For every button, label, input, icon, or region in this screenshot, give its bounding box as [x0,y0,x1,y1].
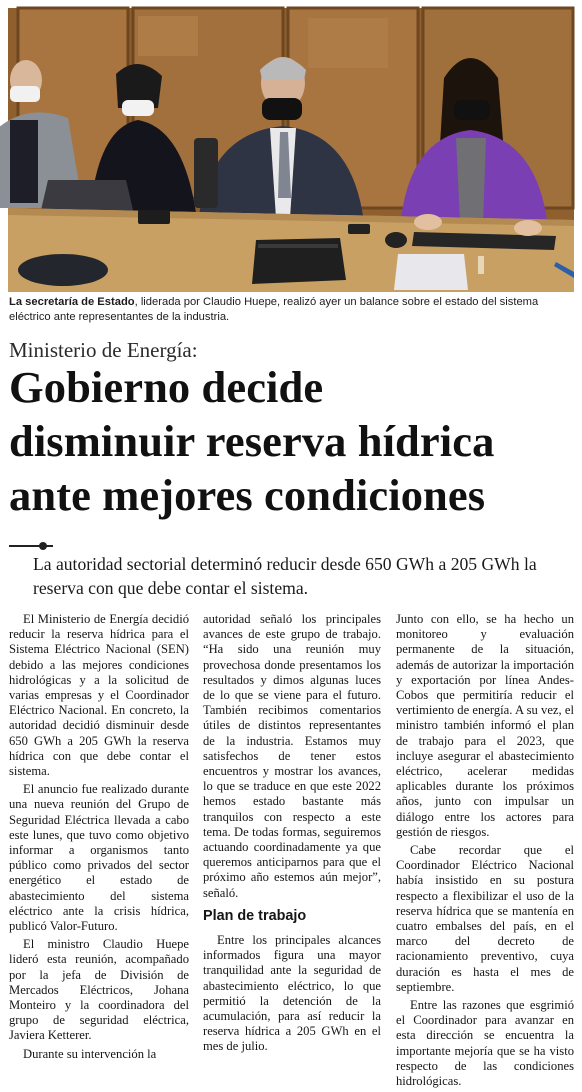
headline [9,360,575,522]
paragraph: Entre los principales alcances informados figura una mayor tranquilidad ante la seguridad de abastecimiento eléctrico, lo que permitió la detención de la acumulación, para así reducir la reserva hídrica a 205 GWh en el mes de julio. [203,933,381,1054]
section-kicker: Ministerio de Energía: [9,338,198,362]
headline-line-2: disminuir reserva hídrica [9,416,495,466]
paragraph: Junto con ello, se ha hecho un monitoreo y evaluación permanente de la situación, además de autorizar la importación y exportación por línea Andes-Cobos que permitiría reducir el vertimiento de energía. A su vez, el ministro también informó el plan de trabajo para el 2023, que incluye asegurar el abastecimiento eléctrico, acelerar medidas aplicables durante los próximos años, junto con impulsar un diálogo entre los actores para gestión de riesgos. [396,612,574,839]
paragraph: Cabe recordar que el Coordinador Eléctrico Nacional había insistido en su postura respecto a flexibilizar el uso de la reserva hídrica que se mantenía en cuatro embalses del país, en el marco del decreto de racionamiento preventivo, cuya duración es hasta el mes de septiembre. [396,843,574,994]
lead-paragraph: La autoridad sectorial determinó reducir desde 650 GWh a 205 GWh la reserva con que debe contar el sistema. [33,554,537,598]
headline-line-1: Gobierno decide [9,362,324,412]
paragraph: Durante su intervención la [23,1046,157,1061]
paragraph: El anuncio fue realizado durante una nueva reunión del Grupo de Seguridad Eléctrica llevada a cabo este lunes, que tuvo como objetivo informar a organismos tanto público como privados del sector energético el estado de abastecimiento del sistema eléctrico ante la crisis hídrica, publicó Valor-Futuro. [9,782,189,934]
caption-text: , liderada por Claudio Huepe, realizó ayer un balance sobre el estado del sistema eléctrico ante representantes de la industria. [9,296,539,323]
article-column-2 [203,612,381,1058]
subheading: Plan de trabajo [203,907,307,924]
paragraph: Entre las razones que esgrimió el Coordinador para avanzar en esta dirección se encuentra la importante mejoría que se ha visto respecto de las condiciones hidrológicas. [396,998,574,1089]
meeting-photo-illustration [8,8,574,292]
paragraph: El ministro Claudio Huepe lideró esta reunión, acompañado por la jefa de División de Mercados Eléctricos, Johana Monteiro y la coordinadora del grupo de seguridad eléctrica, Javiera Ketterer. [9,937,189,1043]
paragraph: El Ministerio de Energía decidió reducir la reserva hídrica para el Sistema Eléctrico Nacional (SEN) debido a las mejores condiciones hidrológicas y a la solicitud de varias empresas y el Coordinador Eléctrico Nacional. En concreto, la autoridad decidió disminuir desde 650 GWh a 205 GWh la reserva hídrica con que debe contar el sistema. [9,612,189,779]
caption-bold-lead: La secretaría de Estado [9,296,135,308]
photo-caption [9,295,573,325]
headline-line-3: ante mejores condiciones [9,470,486,520]
article-column-1 [9,612,189,1065]
lead-bullet-dot [39,542,47,550]
article-photo [8,8,574,292]
article-column-3 [396,612,574,1092]
paragraph: autoridad señaló los principales avances de este grupo de trabajo. “Ha sido una reunión muy provechosa donde presentamos los resultados y dimos algunas luces de lo que se viene para el futuro. También recibimos comentarios útiles de distintos representantes de la industria. Estamos muy satisfechos de tener estos encuentros y mostrar los avances, lo que se traduce en que este 2022 hemos estado bastante más tranquilos con respecto a este tema. De todas formas, seguiremos actuando coordinadamente ya que queremos anticiparnos para que el próximo año estemos aún mejor”, señaló. [203,612,381,900]
